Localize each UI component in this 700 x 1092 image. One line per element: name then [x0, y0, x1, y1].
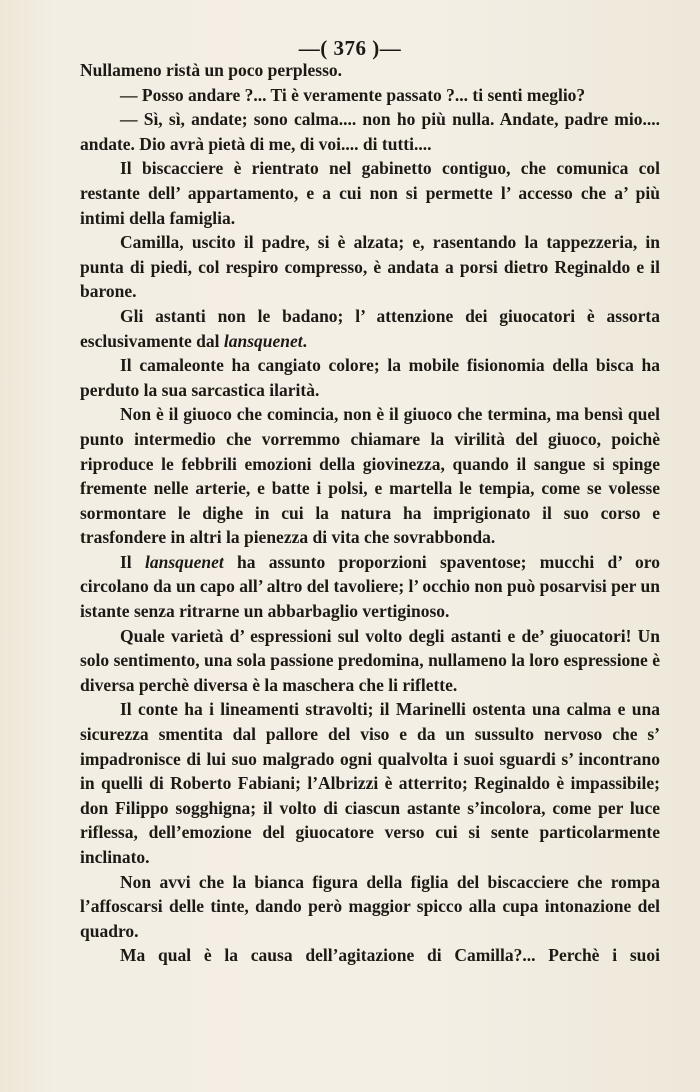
paragraph: — Posso andare ?... Ti è veramente passato ?... ti senti meglio?	[120, 84, 586, 105]
paragraph: Non avvi che la bianca figura della figlia del biscacciere che rompa l’affoscarsi delle tinte, dando però maggior spicco alla cupa intonazione del quadro.	[80, 871, 660, 941]
paragraph	[80, 304, 660, 353]
paragraph: Il camaleonte ha cangiato colore; la mobile fisionomia della bisca ha perduto la sua sarcastica ilarità.	[80, 355, 660, 400]
paragraph-text: Gli astanti non le badano; l’ attenzione dei giuocatori è assorta esclusivamente dal	[80, 305, 660, 351]
page-number: —( 376 )—	[298, 36, 402, 60]
paragraph: — Sì, sì, andate; sono calma.... non ho più nulla. Andate, padre mio.... andate. Dio avrà pietà di me, di voi.... di tutti....	[80, 109, 660, 154]
paragraph: Il biscacciere è rientrato nel gabinetto contiguo, che comunica col restante dell’ appartamento, e a cui non si permette l’ accesso che a’ più intimi della famiglia.	[80, 158, 660, 228]
paragraph	[80, 550, 660, 624]
paragraph: Il conte ha i lineamenti stravolti; il Marinelli ostenta una calma e una sicurezza smentita dal pallore del viso e da un sussulto nervoso che s’ impadronisce di lui suo malgrado ogni qualvolta i suoi sguardi s’ incontrano in quelli di Roberto Fabiani; l’Albrizzi è atterrito; Reginaldo è impassibile; don Filippo sogghigna; il volto di ciascun astante s’incolora, come per luce riflessa, dell’emozione del giuocatore verso cui si sente particolarmente inclinato.	[80, 699, 660, 867]
page-text	[80, 58, 660, 968]
paragraph: Non è il giuoco che comincia, non è il giuoco che termina, ma bensì quel punto intermedio che vorremmo chiamare la virilità del giuoco, poichè riproduce le febbrili emozioni della giovinezza, quando il sangue si spinge fremente nelle arterie, e batte i polsi, e martella le tempia, come se volesse sormontare le dighe in cui la natura ha imprigionato il suo corso e trasfondere in altri la pienezza di vita che sovrabbonda.	[80, 404, 660, 548]
paragraph-text: Il	[120, 551, 145, 572]
italic-term: lansquenet	[144, 551, 224, 572]
paragraph: Camilla, uscito il padre, si è alzata; e, rasentando la tappezzeria, in punta di piedi, col respiro compresso, è andata a porsi dietro Reginaldo e il barone.	[80, 232, 660, 302]
paragraph-text: .	[302, 330, 308, 351]
italic-term: lansquenet	[223, 330, 303, 351]
paragraph: Ma qual è la causa dell’agitazione di Camilla?... Perchè i suoi	[120, 945, 660, 966]
paragraph: Nullameno ristà un poco perplesso.	[80, 60, 343, 80]
paragraph-text: ha assunto proporzioni spaventose; mucchi d’ oro circolano da un capo all’ altro del tavoliere; l’ occhio non può posarvisi per un istante senza ritrarne un abbarbaglio vertiginoso.	[80, 551, 660, 622]
paragraph: Quale varietà d’ espressioni sul volto degli astanti e de’ giuocatori! Un solo sentimento, una sola passione predomina, nullameno la loro espressione è diversa perchè diversa è la maschera che li riflette.	[80, 625, 660, 695]
